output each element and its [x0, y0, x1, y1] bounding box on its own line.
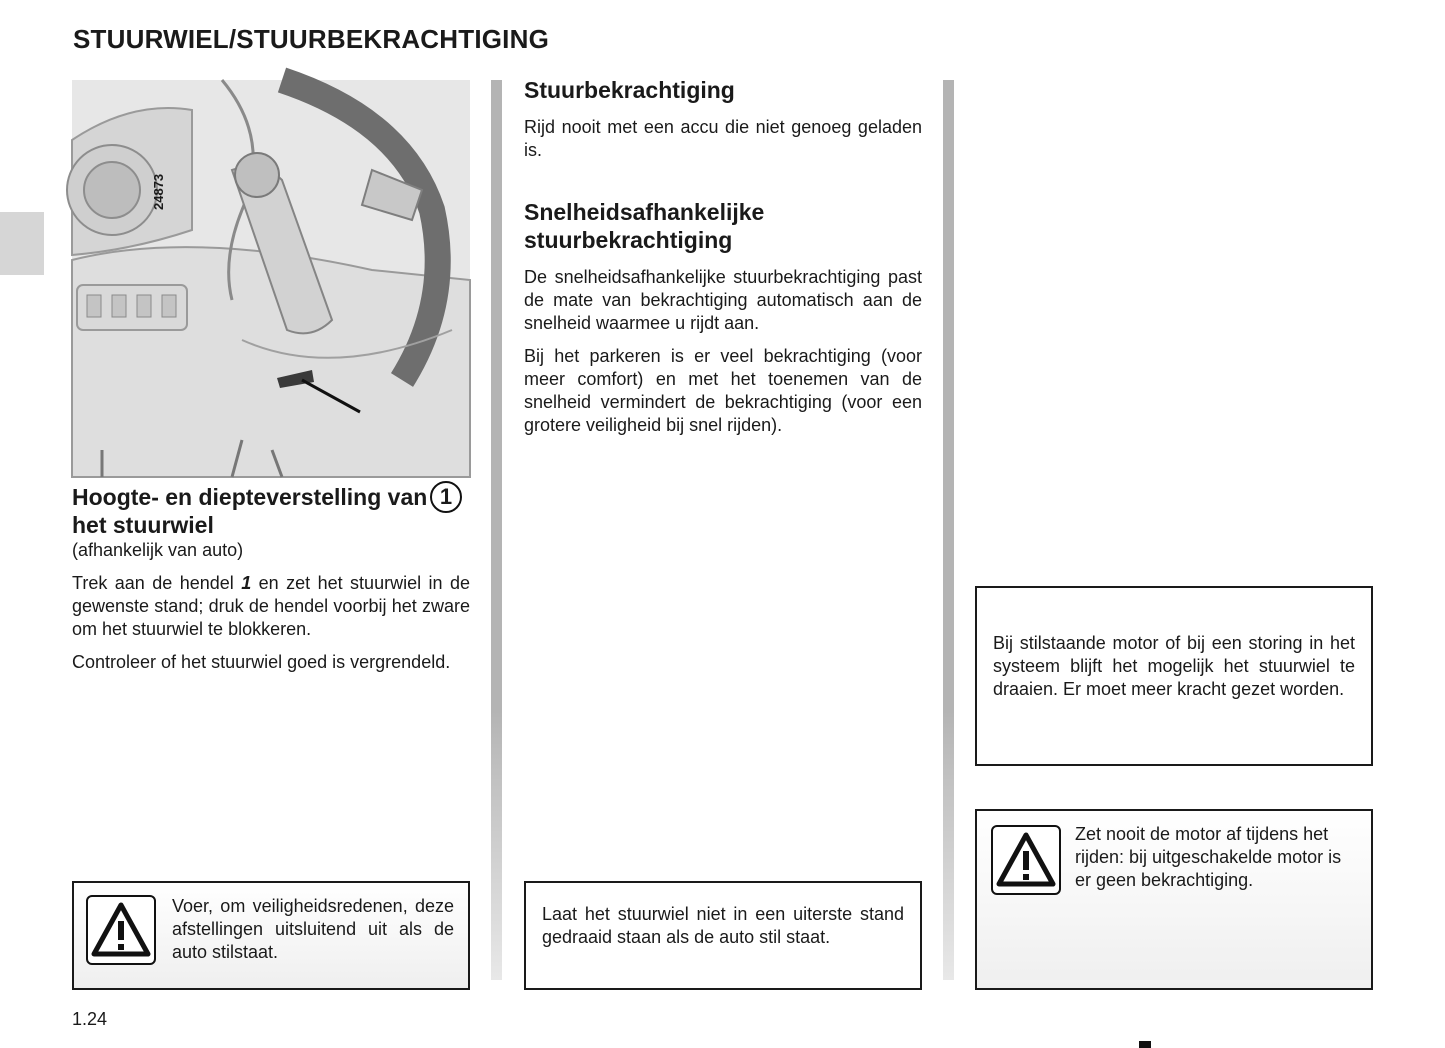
warning-box-engine-driving [975, 809, 1373, 990]
page-number: 1.24 [72, 1009, 108, 1029]
parking-assistance-description: Bij het parkeren is er veel bekrachtiging (voor meer comfort) en met het toenemen van de snelheid vermindert de bekrachtiging (voor een grotere veiligheid bij snel rijden). [524, 346, 922, 435]
adjustment-instructions: Trek aan de hendel 1 en zet het stuurwiel in de gewenste stand; druk de hendel voorbij het zware om het stuurwiel te blokkeren. [72, 573, 470, 639]
availability-note: (afhankelijk van auto) [72, 540, 244, 560]
column-divider [491, 80, 502, 980]
battery-warning-text: Rijd nooit met een accu die niet genoeg geladen is. [524, 117, 922, 160]
warning-triangle-icon [86, 895, 156, 965]
warning-text: Zet nooit de motor af tijdens het rijden: bij uitgeschakelde motor is er geen bekrachtiging. [1075, 824, 1342, 890]
warning-box-stationary [72, 881, 470, 990]
warning-text: Voer, om veiligheidsredenen, deze afstellingen uitsluitend uit als de auto stilstaat. [172, 896, 454, 962]
info-text: Bij stilstaande motor of bij een storing in het systeem blijft het mogelijk het stuurwiel te draaien. Er moet meer kracht gezet worden. [993, 633, 1355, 699]
steering-adjustment-section [72, 483, 470, 674]
steering-wheel-illustration [72, 80, 470, 509]
lock-check-instruction: Controleer of het stuurwiel goed is vergrendeld. [72, 652, 451, 672]
power-steering-section [524, 76, 922, 437]
section-tab [0, 212, 44, 275]
page-title: STUURWIEL/STUURBEKRACHTIGING [73, 24, 549, 54]
steering-adjustment-heading: Hoogte- en diepteverstelling van het stuurwiel [72, 484, 428, 538]
warning-text: Laat het stuurwiel niet in een uiterste stand gedraaid staan als de auto stil staat. [542, 904, 904, 947]
column-divider [943, 80, 954, 980]
info-box-engine-off [975, 586, 1373, 766]
power-steering-heading: Stuurbekrachtiging [524, 77, 735, 103]
warning-triangle-icon [991, 825, 1061, 895]
speed-dependent-heading: Snelheidsafhankelijke stuurbekrachtiging [524, 199, 765, 253]
dashboard-drawing [72, 80, 470, 477]
speed-dependent-description: De snelheidsafhankelijke stuurbekrachtiging past de mate van bekrachtiging automatisch aan de snelheid waarmee u rijdt aan. [524, 267, 922, 333]
warning-box-extreme-position [524, 881, 922, 990]
page-corner-mark [1139, 1041, 1151, 1048]
figure-number: 24873 [151, 173, 166, 210]
callout-1: 1 [430, 481, 462, 513]
